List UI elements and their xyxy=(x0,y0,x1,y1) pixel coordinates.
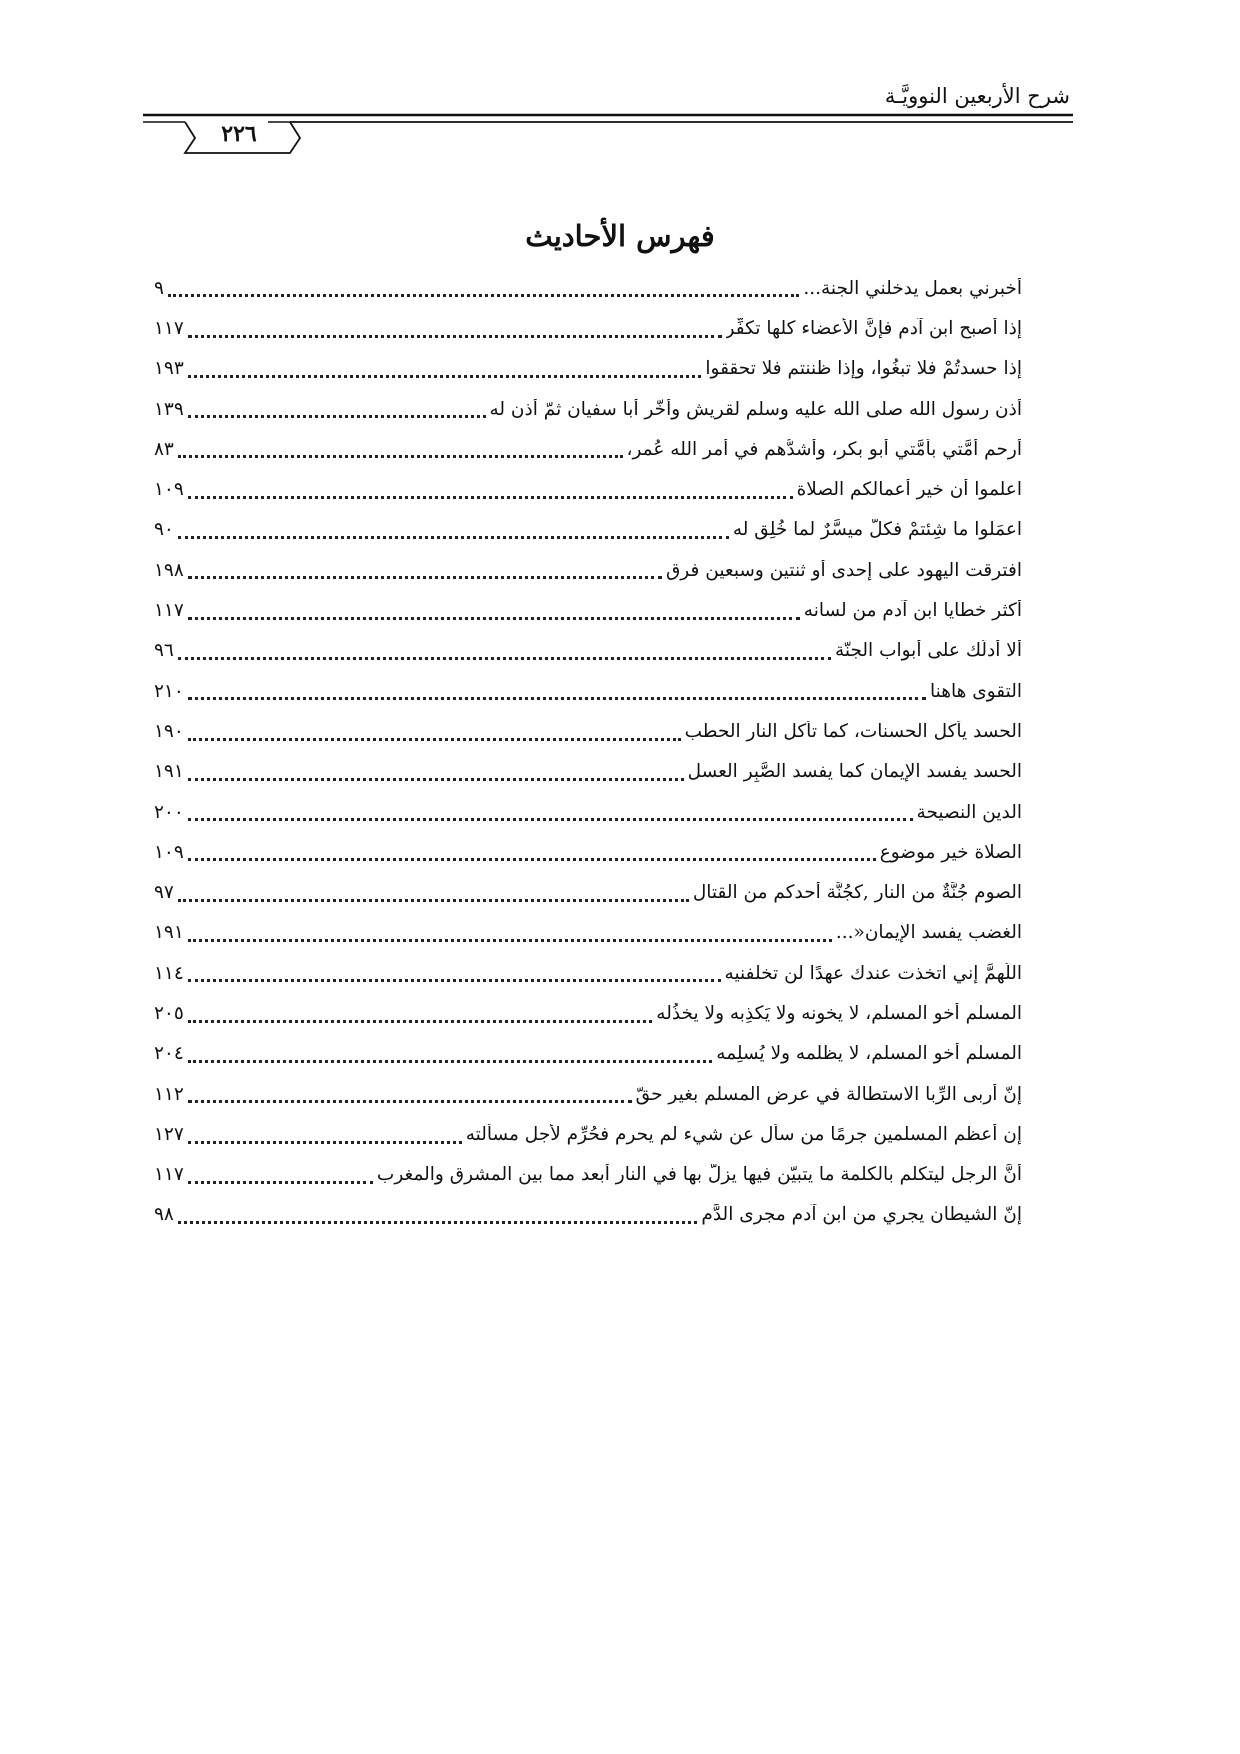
hadith-text: أكثر خطايا ابن آدم من لسانه xyxy=(803,600,1022,622)
hadith-text: اعمَلوا ما شِئتمْ فكلٌّ ميسَّرٌ لما خُلِق له xyxy=(732,519,1022,541)
index-entry xyxy=(154,469,1022,509)
dot-leader xyxy=(188,1140,462,1144)
dot-leader xyxy=(188,1059,712,1063)
page-reference: ٩٦ xyxy=(154,640,174,662)
dot-leader xyxy=(188,737,681,741)
index-entry xyxy=(154,752,1022,792)
page-reference: ١٠٩ xyxy=(154,479,184,501)
hadith-text: اللَّهمَّ إني اتخذت عندك عهدًا لن تخلفنيه xyxy=(724,962,1022,984)
index-entry xyxy=(154,389,1022,429)
dot-leader xyxy=(188,616,800,620)
index-entry xyxy=(154,671,1022,711)
page-reference: ١١٤ xyxy=(154,962,184,984)
page-reference: ١١٢ xyxy=(154,1083,184,1105)
dot-leader xyxy=(188,414,486,418)
index-entry xyxy=(154,1034,1022,1074)
index-entry xyxy=(154,308,1022,348)
hadith-text: إن أعظم المسلمين جرمًا من سأل عن شيء لم يحرم فحُرِّم لأجل مسألته xyxy=(465,1123,1022,1145)
page-reference: ١١٧ xyxy=(154,600,184,622)
index-entry xyxy=(154,429,1022,469)
index-entry xyxy=(154,631,1022,671)
dot-leader xyxy=(188,575,662,579)
hadith-text: افترقت اليهود على إحدى أو ثنتين وسبعين فرق xyxy=(665,559,1022,581)
index-entry xyxy=(154,913,1022,953)
hadith-text: الدين النصيحة xyxy=(916,801,1022,823)
page-reference: ١١٧ xyxy=(154,317,184,339)
hadith-text: إذا أصبح ابن آدم فإنَّ الأعضاء كلها تكفِّر xyxy=(725,317,1022,339)
dot-leader xyxy=(178,898,689,902)
index-entry xyxy=(154,953,1022,993)
dot-leader xyxy=(188,817,913,821)
dot-leader xyxy=(188,495,793,499)
dot-leader xyxy=(188,857,876,861)
dot-leader xyxy=(178,454,623,458)
dot-leader xyxy=(188,1180,373,1184)
index-entry xyxy=(154,510,1022,550)
hadith-text: أذن رسول الله صلى الله عليه وسلم لقريش وأخَّر أبا سفيان ثمّ أذن له xyxy=(489,398,1022,420)
running-header-title: شرح الأربعين النوويَّـة xyxy=(884,84,1070,108)
dot-leader xyxy=(188,374,702,378)
page-reference: ٢٠٥ xyxy=(154,1002,184,1024)
page-reference: ١٩٣ xyxy=(154,358,184,380)
page-reference: ٩ xyxy=(154,277,164,299)
dot-leader xyxy=(188,777,684,781)
hadith-text: الغضب يفسد الإيمان«... xyxy=(835,922,1022,944)
page-reference: ١٢٧ xyxy=(154,1123,184,1145)
index-entry xyxy=(154,1155,1022,1195)
hadith-text: أرحم أُمَّتي بأمَّتي أبو بكرٍ، وأشدُّهم في أمر الله عُمر، xyxy=(626,438,1022,460)
page-reference: ١٩١ xyxy=(154,922,184,944)
hadith-text: التقوى هاهنا xyxy=(929,680,1022,702)
hadith-text: إنّ أربى الرِّبا الاستطالة في عرض المسلم بغير حقّ xyxy=(635,1083,1022,1105)
hadith-index-list xyxy=(154,268,1022,1235)
hadith-text: الحسد يفسد الإيمان كما يفسد الصَّبِر العسل xyxy=(687,761,1022,783)
page-reference: ١٣٩ xyxy=(154,398,184,420)
dot-leader xyxy=(188,978,721,982)
page-reference: ٨٣ xyxy=(154,438,174,460)
dot-leader xyxy=(178,535,729,539)
page-reference: ١٩٠ xyxy=(154,720,184,742)
index-entry xyxy=(154,1195,1022,1235)
index-entry xyxy=(154,832,1022,872)
page-reference: ١١٧ xyxy=(154,1164,184,1186)
hadith-text: أخبرني بعمل يدخلني الجنة... xyxy=(803,277,1022,299)
index-entry xyxy=(154,590,1022,630)
page-number: ٢٢٦ xyxy=(221,121,257,147)
dot-leader xyxy=(188,1099,632,1103)
hadith-text: إنّ الشيطان يجري من ابن آدم مجرى الدَّم xyxy=(701,1204,1022,1226)
hadith-text: ألا أدلّك على أبواب الجنّة xyxy=(834,640,1022,662)
dot-leader xyxy=(178,1220,698,1224)
hadith-text: الحسد يأكل الحسنات، كما تأكل النار الحطب xyxy=(684,720,1022,742)
page-reference: ٢٠٠ xyxy=(154,801,184,823)
hadith-text: الصلاة خير موضوع xyxy=(879,841,1022,863)
hadith-text: إذا حسدتُمْ فلا تبغُوا، وإذا ظننتم فلا تحققوا xyxy=(705,358,1022,380)
hadith-text: المسلم أخو المسلم، لا يخونه ولا يَكذِبه ولا يخذُله xyxy=(656,1002,1022,1024)
hadith-text: الصوم جُنَّةٌ من النار ,كجُنَّة أحدكم من القتال xyxy=(692,882,1022,904)
dot-leader xyxy=(188,696,926,700)
page-reference: ٩٠ xyxy=(154,519,174,541)
dot-leader xyxy=(188,334,722,338)
index-entry xyxy=(154,550,1022,590)
page-reference: ٩٨ xyxy=(154,1204,174,1226)
hadith-text: اعلموا أن خير أعمالكم الصلاة xyxy=(796,479,1022,501)
page-reference: ٩٧ xyxy=(154,882,174,904)
dot-leader xyxy=(188,938,832,942)
index-entry xyxy=(154,1074,1022,1114)
dot-leader xyxy=(168,293,799,297)
page-reference: ١٩٨ xyxy=(154,559,184,581)
index-title: فهرس الأحاديث xyxy=(525,219,715,254)
page-reference: ١٩١ xyxy=(154,761,184,783)
index-entry xyxy=(154,268,1022,308)
hadith-text: أنَّ الرجل ليتكلم بالكلمة ما يتبيّن فيها يزلّ بها في النار أبعد مما بين المشرق والمغرب xyxy=(376,1164,1022,1186)
page-reference: ٢١٠ xyxy=(154,680,184,702)
dot-leader xyxy=(178,656,831,660)
dot-leader xyxy=(188,1019,652,1023)
index-entry xyxy=(154,993,1022,1033)
index-entry xyxy=(154,1114,1022,1154)
hadith-text: المسلم أخو المسلم، لا يظلمه ولا يُسلِمه xyxy=(716,1043,1022,1065)
page-reference: ١٠٩ xyxy=(154,841,184,863)
page-reference: ٢٠٤ xyxy=(154,1043,184,1065)
index-entry xyxy=(154,872,1022,912)
index-entry xyxy=(154,349,1022,389)
index-entry xyxy=(154,792,1022,832)
index-entry xyxy=(154,711,1022,751)
